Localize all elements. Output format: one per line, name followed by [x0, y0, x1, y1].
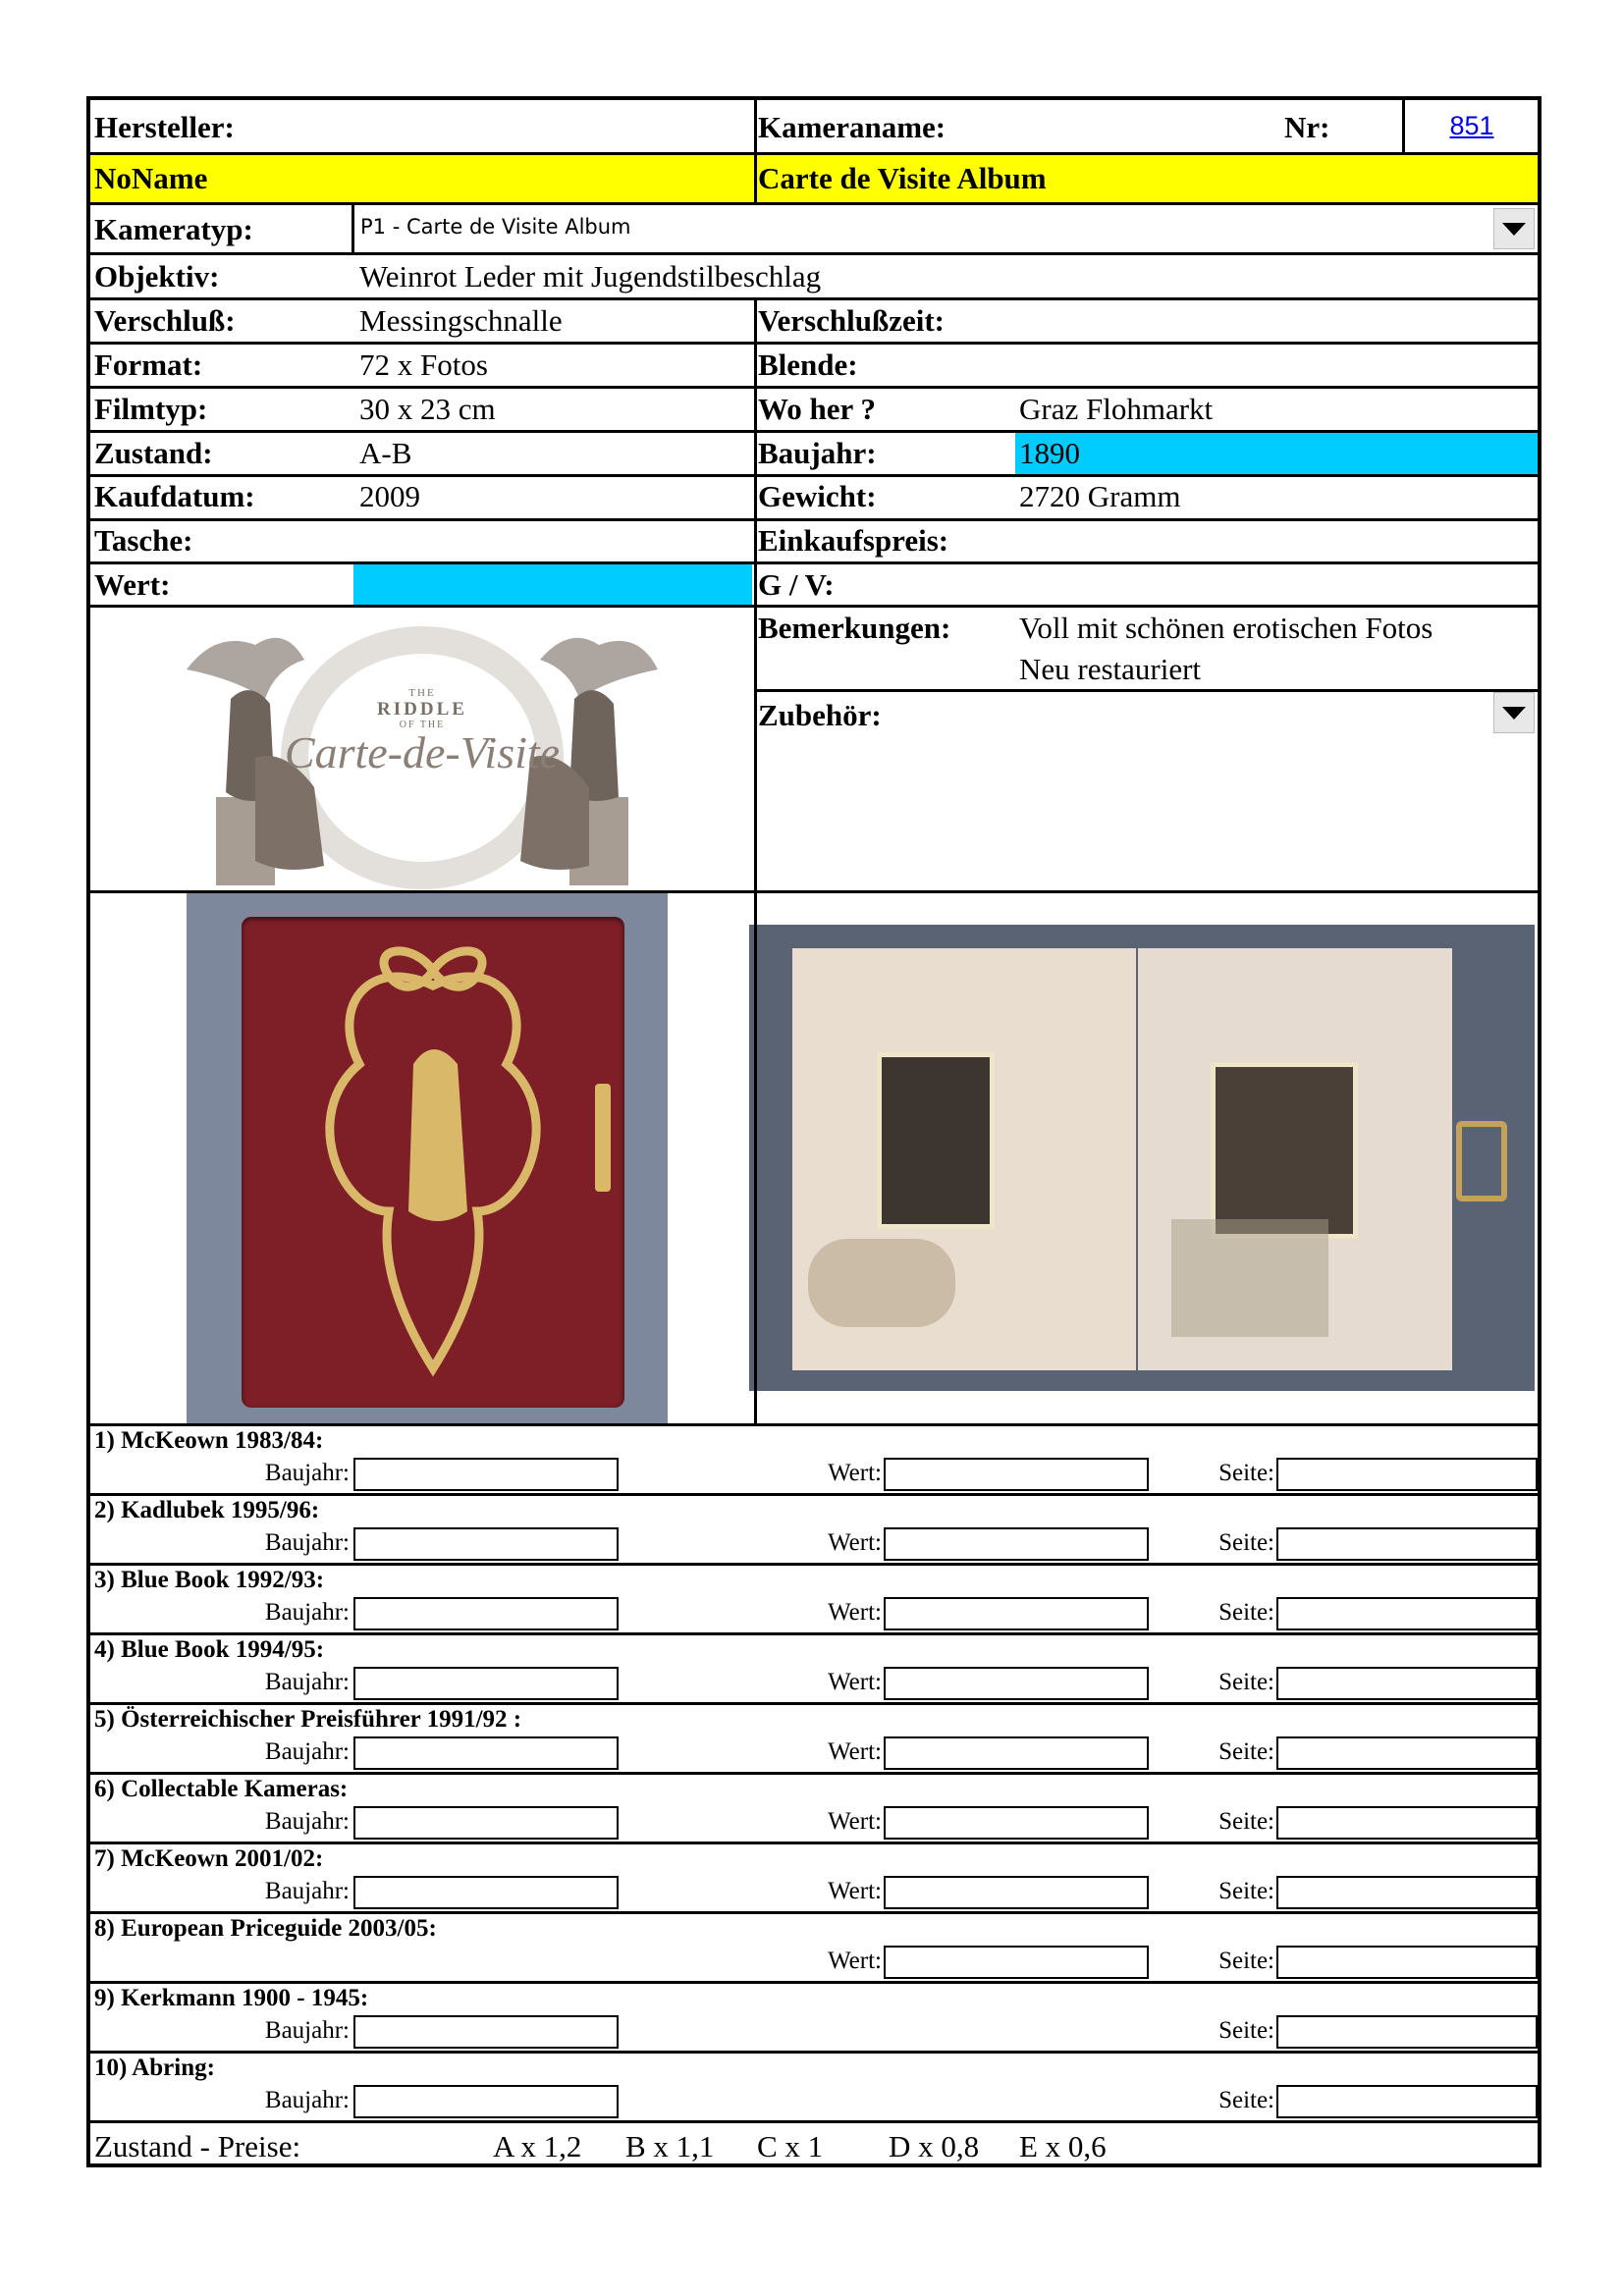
reference-baujahr-label: Baujahr: — [264, 1460, 350, 1486]
reference-seite-field[interactable] — [1276, 1458, 1538, 1491]
album-cover-photo — [187, 893, 668, 1423]
camera-record-sheet — [86, 96, 1542, 2167]
zustand-value: A-B — [359, 436, 412, 470]
reference-baujahr-field[interactable] — [353, 1667, 619, 1700]
reference-baujahr-field[interactable] — [353, 1806, 619, 1840]
zustand-label: Zustand: — [94, 436, 213, 470]
reference-baujahr-field[interactable] — [353, 1458, 619, 1491]
reference-title: 10) Abring: — [94, 2055, 215, 2081]
zubehoer-dropdown-button[interactable] — [1493, 692, 1535, 733]
reference-baujahr-label: Baujahr: — [264, 2087, 350, 2113]
reference-title: 8) European Priceguide 2003/05: — [94, 1915, 437, 1942]
reference-baujahr-label: Baujahr: — [264, 2017, 350, 2044]
bemerkungen-line2: Neu restauriert — [1019, 652, 1202, 686]
kameratyp-label: Kameratyp: — [94, 212, 253, 246]
wert-label: Wert: — [94, 567, 171, 602]
baujahr-value: 1890 — [1019, 436, 1080, 470]
reference-row — [90, 1844, 1538, 1914]
reference-wert-label: Wert: — [828, 1738, 882, 1765]
format-label: Format: — [94, 347, 203, 382]
reference-seite-label: Seite: — [1218, 2017, 1274, 2044]
reference-row — [90, 1914, 1538, 1984]
reference-seite-label: Seite: — [1218, 1599, 1274, 1626]
logo-the: THE — [408, 687, 436, 699]
format-value: 72 x Fotos — [359, 347, 488, 382]
reference-wert-label: Wert: — [828, 1460, 882, 1486]
reference-row — [90, 1566, 1538, 1635]
reference-baujahr-field[interactable] — [353, 1597, 619, 1630]
preis-factor-a: A x 1,2 — [493, 2129, 582, 2163]
reference-baujahr-label: Baujahr: — [264, 1808, 350, 1835]
reference-seite-label: Seite: — [1218, 1808, 1274, 1835]
hersteller-value: NoName — [94, 161, 208, 195]
reference-baujahr-label: Baujahr: — [264, 1669, 350, 1695]
reference-title: 6) Collectable Kameras: — [94, 1776, 349, 1802]
gewicht-label: Gewicht: — [758, 479, 877, 513]
reference-row — [90, 2054, 1538, 2123]
kaufdatum-label: Kaufdatum: — [94, 479, 255, 513]
reference-title: 2) Kadlubek 1995/96: — [94, 1497, 320, 1523]
reference-seite-label: Seite: — [1218, 1460, 1274, 1486]
reference-baujahr-label: Baujahr: — [264, 1599, 350, 1626]
nr-value-cell — [1406, 100, 1538, 151]
reference-baujahr-field[interactable] — [353, 2015, 619, 2049]
reference-seite-label: Seite: — [1218, 1738, 1274, 1765]
reference-baujahr-field[interactable] — [353, 1527, 619, 1561]
tasche-label: Tasche: — [94, 523, 193, 558]
reference-title: 3) Blue Book 1992/93: — [94, 1567, 325, 1593]
reference-seite-field[interactable] — [1276, 1597, 1538, 1630]
bemerkungen-line1: Voll mit schönen erotischen Fotos — [1019, 611, 1434, 645]
reference-baujahr-field[interactable] — [353, 2085, 619, 2118]
reference-baujahr-label: Baujahr: — [264, 1878, 350, 1904]
reference-wert-label: Wert: — [828, 1599, 882, 1626]
kaufdatum-value: 2009 — [359, 479, 420, 513]
objektiv-value: Weinrot Leder mit Jugendstilbeschlag — [359, 259, 822, 294]
logo-riddle: RIDDLE — [377, 699, 467, 720]
reference-seite-field[interactable] — [1276, 1806, 1538, 1840]
reference-wert-label: Wert: — [828, 1529, 882, 1556]
reference-baujahr-label: Baujahr: — [264, 1529, 350, 1556]
preis-factor-e: E x 0,6 — [1019, 2129, 1107, 2163]
reference-seite-label: Seite: — [1218, 2087, 1274, 2113]
reference-row — [90, 1775, 1538, 1844]
reference-wert-label: Wert: — [828, 1669, 882, 1695]
zubehoer-label: Zubehör: — [758, 698, 882, 732]
verschluss-label: Verschluß: — [94, 303, 236, 338]
nr-label: Nr: — [1284, 110, 1330, 144]
gv-label: G / V: — [758, 567, 835, 602]
filmtyp-value: 30 x 23 cm — [359, 392, 496, 426]
verschlusszeit-label: Verschlußzeit: — [758, 303, 945, 338]
reference-seite-label: Seite: — [1218, 1878, 1274, 1904]
reference-row — [90, 1635, 1538, 1705]
reference-seite-field[interactable] — [1276, 1736, 1538, 1770]
gewicht-value: 2720 Gramm — [1019, 479, 1181, 513]
reference-seite-field[interactable] — [1276, 1876, 1538, 1909]
kameraname-value: Carte de Visite Album — [758, 161, 1047, 195]
reference-row — [90, 1426, 1538, 1496]
reference-baujahr-field[interactable] — [353, 1876, 619, 1909]
reference-wert-label: Wert: — [828, 1948, 882, 1974]
einkaufspreis-label: Einkaufspreis: — [758, 523, 949, 558]
reference-baujahr-label: Baujahr: — [264, 1738, 350, 1765]
bemerkungen-label: Bemerkungen: — [758, 611, 951, 645]
objektiv-label: Objektiv: — [94, 259, 220, 294]
preis-factor-c: C x 1 — [757, 2129, 824, 2163]
zustand-preise-row — [90, 2125, 1538, 2167]
reference-seite-field[interactable] — [1276, 1527, 1538, 1561]
reference-seite-label: Seite: — [1218, 1948, 1274, 1974]
reference-title: 7) McKeown 2001/02: — [94, 1845, 324, 1872]
filmtyp-label: Filmtyp: — [94, 392, 208, 426]
nr-link[interactable]: 851 — [1449, 110, 1494, 140]
reference-seite-field[interactable] — [1276, 1667, 1538, 1700]
reference-title: 4) Blue Book 1994/95: — [94, 1636, 325, 1663]
reference-row — [90, 1984, 1538, 2054]
preis-factor-b: B x 1,1 — [625, 2129, 715, 2163]
kameraname-label: Kameraname: — [758, 110, 947, 144]
chevron-down-icon[interactable] — [1493, 208, 1535, 249]
reference-seite-field[interactable] — [1276, 2085, 1538, 2118]
reference-row — [90, 1705, 1538, 1775]
reference-seite-field[interactable] — [1276, 1946, 1538, 1979]
reference-seite-label: Seite: — [1218, 1529, 1274, 1556]
reference-seite-field[interactable] — [1276, 2015, 1538, 2049]
wert-highlight — [353, 564, 752, 606]
woher-label: Wo her ? — [758, 392, 876, 426]
preis-factor-d: D x 0,8 — [889, 2129, 980, 2163]
blende-label: Blende: — [758, 347, 858, 382]
reference-title: 5) Österreichischer Preisführer 1991/92 : — [94, 1706, 522, 1733]
logo-carte-de-visite: Carte-de-Visite — [284, 727, 561, 777]
zustand-preise-label: Zustand - Preise: — [94, 2129, 301, 2163]
woher-value: Graz Flohmarkt — [1019, 392, 1214, 426]
hersteller-label: Hersteller: — [94, 110, 235, 144]
logo-of-the: OF THE — [399, 720, 446, 730]
verschluss-value: Messingschnalle — [359, 303, 563, 338]
carte-de-visite-logo — [177, 611, 668, 895]
reference-title: 1) McKeown 1983/84: — [94, 1427, 324, 1454]
reference-wert-label: Wert: — [828, 1808, 882, 1835]
baujahr-highlight — [1015, 433, 1538, 474]
kameratyp-dropdown[interactable] — [353, 205, 1538, 252]
baujahr-label: Baujahr: — [758, 436, 877, 470]
reference-row — [90, 1496, 1538, 1566]
reference-title: 9) Kerkmann 1900 - 1945: — [94, 1985, 369, 2011]
reference-baujahr-field[interactable] — [353, 1736, 619, 1770]
reference-seite-label: Seite: — [1218, 1669, 1274, 1695]
reference-wert-label: Wert: — [828, 1878, 882, 1904]
kameratyp-value: P1 - Carte de Visite Album — [360, 215, 631, 239]
album-pages-photo — [749, 925, 1535, 1391]
